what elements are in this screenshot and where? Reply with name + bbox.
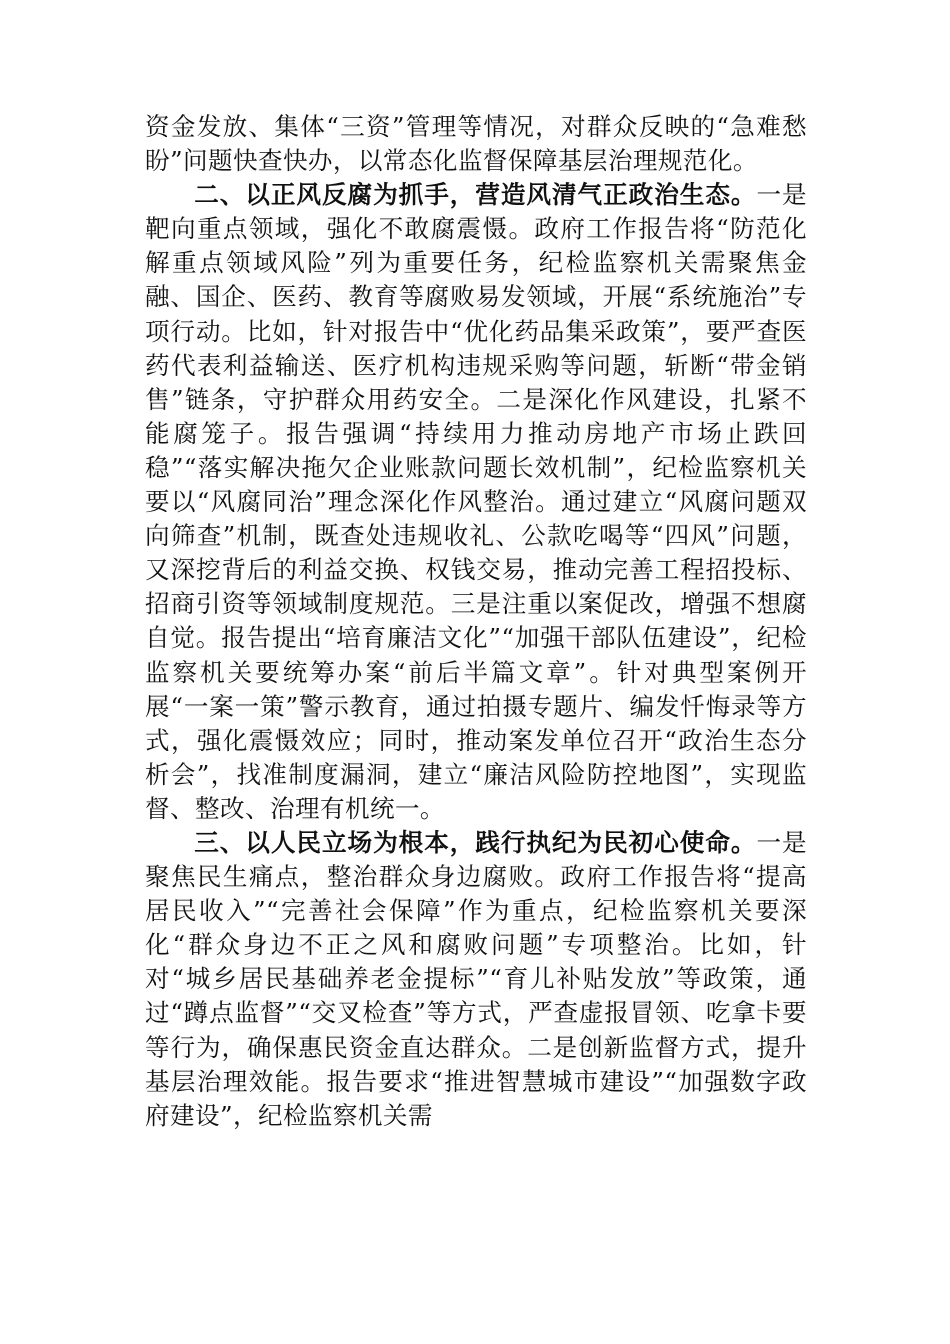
- paragraph-section-three: [145, 826, 807, 1133]
- paragraph-section-two: [145, 178, 807, 826]
- document-body: [145, 110, 807, 1133]
- paragraph-text: 一是靶向重点领域，强化不敢腐震慑。政府工作报告将“防范化解重点领域风险”列为重要任务，纪检监察机关需聚焦金融、国企、医药、教育等腐败易发领域，开展“系统施治”专项行动。比如，针对报告中“优化药品集采政策”，要严查医药代表利益输送、医疗机构违规采购等问题，斩断“带金销售”链条，守护群众用药安全。二是深化作风建设，扎紧不能腐笼子。报告强调“持续用力推动房地产市场止跌回稳”“落实解决拖欠企业账款问题长效机制”，纪检监察机关要以“风腐同治”理念深化作风整治。通过建立“风腐问题双向筛查”机制，既查处违规收礼、公款吃喝等“四风”问题，又深挖背后的利益交换、权钱交易，推动完善工程招投标、招商引资等领域制度规范。三是注重以案促改，增强不想腐自觉。报告提出“培育廉洁文化”“加强干部队伍建设”，纪检监察机关要统筹办案“前后半篇文章”。针对典型案例开展“一案一策”警示教育，通过拍摄专题片、编发忏悔录等方式，强化震慑效应；同时，推动案发单位召开“政治生态分析会”，找准制度漏洞，建立“廉洁风险防控地图”，实现监督、整改、治理有机统一。: [145, 180, 807, 823]
- paragraph-continuation: [145, 110, 807, 178]
- section-heading: 三、以人民立场为根本，践行执纪为民初心使命。: [194, 827, 757, 857]
- paragraph-text: 资金发放、集体“三资”管理等情况，对群众反映的“急难愁盼”问题快查快办，以常态化监督保障基层治理规范化。: [145, 112, 807, 176]
- section-heading: 二、以正风反腐为抓手，营造风清气正政治生态。: [194, 180, 757, 210]
- paragraph-text: 一是聚焦民生痛点，整治群众身边腐败。政府工作报告将“提高居民收入”“完善社会保障”作为重点，纪检监察机关要深化“群众身边不正之风和腐败问题”专项整治。比如，针对“城乡居民基础养老金提标”“育儿补贴发放”等政策，通过“蹲点监督”“交叉检查”等方式，严查虚报冒领、吃拿卡要等行为，确保惠民资金直达群众。二是创新监督方式，提升基层治理效能。报告要求“推进智慧城市建设”“加强数字政府建设”，纪检监察机关需: [145, 827, 807, 1130]
